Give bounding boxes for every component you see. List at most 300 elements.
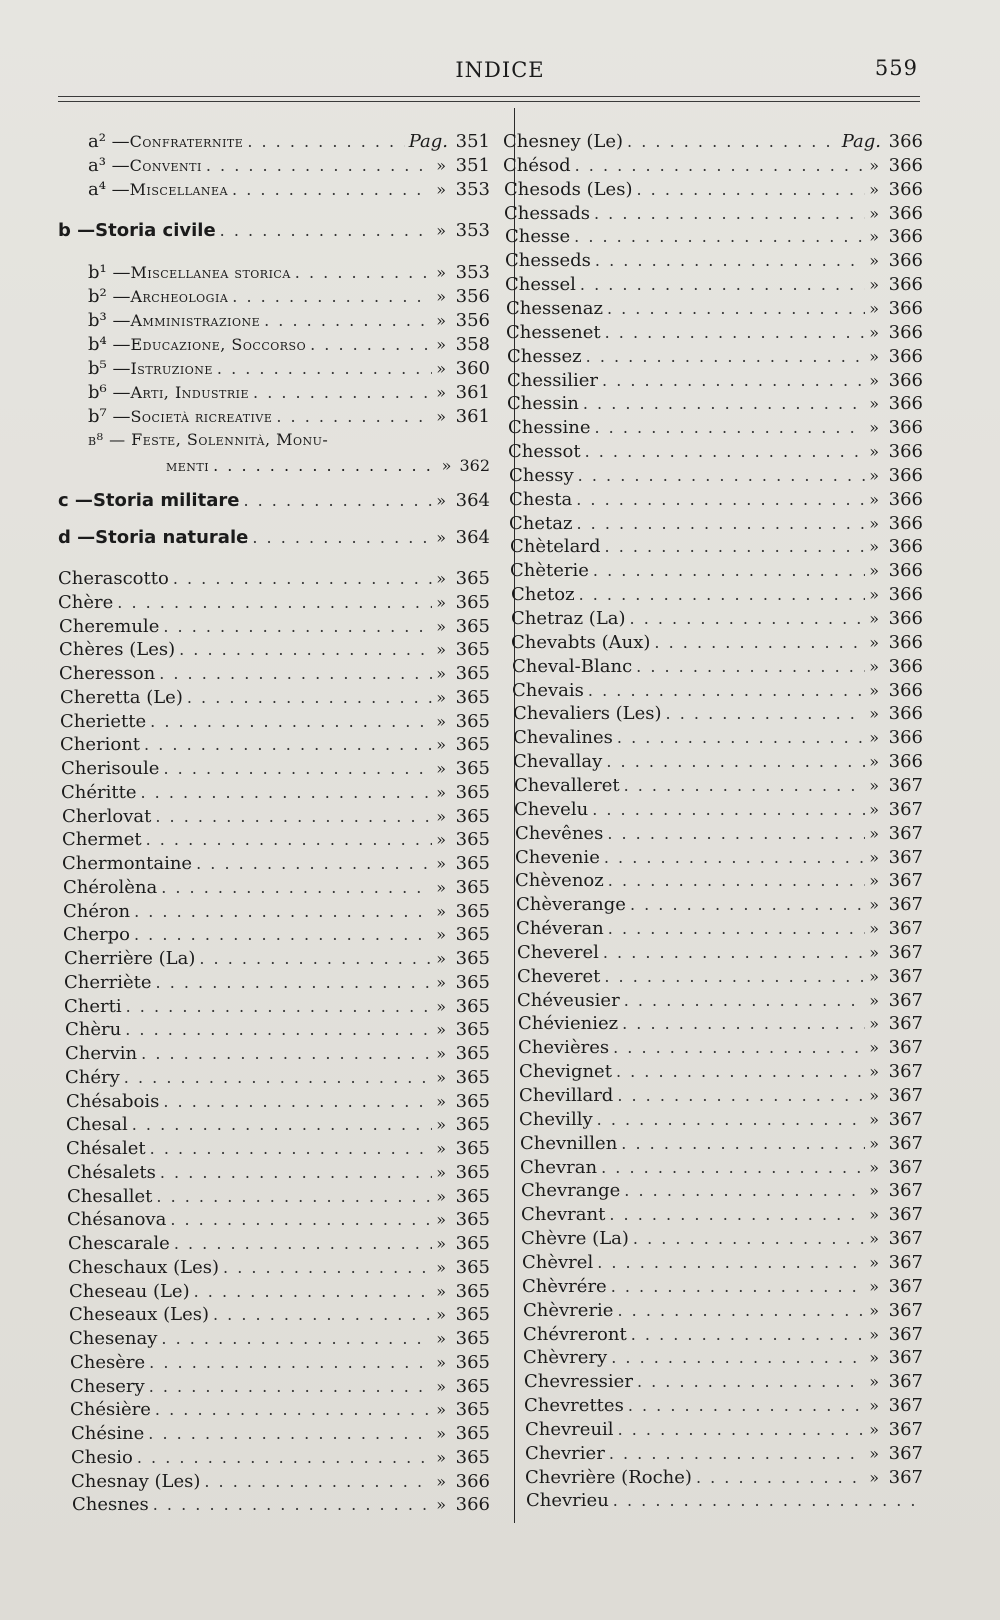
place-name: Chesère <box>70 1351 146 1373</box>
page-reference: 366 <box>888 226 923 248</box>
index-entry <box>69 1281 490 1305</box>
dot-leader <box>204 1472 432 1491</box>
dot-leader <box>194 1282 433 1301</box>
page-reference: 365 <box>455 710 490 732</box>
place-name: Cheresson <box>59 663 156 684</box>
place-name: Chéry <box>65 1066 120 1088</box>
page-reference: 367 <box>888 1037 923 1059</box>
dot-leader <box>160 1163 432 1182</box>
ditto-mark: » <box>869 823 879 843</box>
place-name: Cheschaux (Les) <box>68 1256 220 1278</box>
ditto-mark: » <box>436 263 446 282</box>
page-number: 559 <box>874 56 918 80</box>
ditto-mark: » <box>869 585 879 605</box>
index-entry <box>72 1494 490 1518</box>
place-name: Cheveret <box>517 965 601 987</box>
index-entry <box>88 310 490 334</box>
index-entry <box>516 918 923 942</box>
ditto-mark: » <box>869 251 879 271</box>
ditto-mark: » <box>436 1115 446 1135</box>
page-reference: 353 <box>455 220 490 241</box>
place-name: Chevrier <box>525 1442 605 1464</box>
dot-leader <box>232 180 432 199</box>
dot-leader <box>597 1110 866 1129</box>
ditto-mark: » <box>436 616 446 636</box>
dot-leader <box>622 1014 865 1033</box>
page-reference: 365 <box>455 853 490 874</box>
dot-leader <box>630 609 866 628</box>
dot-leader <box>163 759 432 778</box>
place-name: Chèvrel <box>522 1251 594 1273</box>
ditto-mark: » <box>869 799 879 819</box>
place-name: Chesenay <box>69 1328 158 1349</box>
page-reference: 365 <box>455 1066 490 1088</box>
page-reference: 365 <box>455 1233 490 1254</box>
dot-leader <box>608 919 865 938</box>
dot-leader <box>156 973 433 992</box>
index-entry <box>58 220 490 244</box>
page-reference: 367 <box>888 894 923 916</box>
index-entry <box>59 616 490 640</box>
index-entry <box>88 179 490 203</box>
index-entry <box>58 490 490 514</box>
dot-leader <box>141 783 433 802</box>
index-entry <box>62 853 490 877</box>
page-reference: 366 <box>888 536 923 558</box>
page-reference: 358 <box>455 334 490 355</box>
ditto-mark: » <box>869 871 879 891</box>
ditto-mark: » <box>441 456 452 475</box>
place-name: Chèvrery <box>523 1347 608 1369</box>
page-reference: 367 <box>888 798 923 820</box>
place-name: Chesio <box>71 1446 133 1468</box>
dot-leader <box>163 617 432 636</box>
ditto-mark: » <box>869 465 879 485</box>
page-reference: 365 <box>455 639 490 661</box>
index-entry <box>517 990 923 1014</box>
place-name: Cherpo <box>63 924 130 946</box>
dot-leader <box>161 1329 432 1348</box>
index-entry <box>515 823 923 847</box>
index-entry <box>88 131 490 155</box>
dot-leader <box>601 1158 865 1177</box>
dot-leader <box>576 490 865 509</box>
index-entry <box>523 1347 923 1371</box>
place-name: Chésabois <box>66 1090 160 1112</box>
page-reference: 366 <box>888 512 923 534</box>
page-reference: 356 <box>455 310 490 331</box>
entry-label: Arti, Industrie <box>130 383 250 402</box>
ditto-mark: » <box>869 966 879 986</box>
index-entry <box>70 1352 490 1376</box>
index-entry <box>507 393 923 417</box>
index-entry <box>70 1376 490 1400</box>
index-entry <box>504 179 923 203</box>
dot-leader <box>264 311 432 330</box>
ditto-mark: » <box>436 901 446 921</box>
place-name: Chevallay <box>513 751 603 773</box>
place-name: Chesery <box>70 1375 145 1397</box>
ditto-mark: » <box>869 298 879 318</box>
ditto-mark: » <box>436 1495 446 1515</box>
dot-leader <box>604 967 865 986</box>
page-reference: 360 <box>455 358 490 379</box>
index-entry <box>509 465 923 489</box>
page-reference: 367 <box>888 918 923 940</box>
index-entry <box>88 262 490 286</box>
ditto-mark: » <box>869 1372 879 1392</box>
dot-leader <box>618 1420 866 1439</box>
place-name: Chère <box>58 591 114 613</box>
index-entry <box>523 1300 923 1324</box>
page-reference: 365 <box>455 663 490 684</box>
place-name: Cherrière (La) <box>64 948 196 969</box>
entry-code: a³ — <box>88 155 130 176</box>
index-entry <box>508 417 923 441</box>
index-entry <box>88 406 490 430</box>
ditto-mark: » <box>436 830 446 850</box>
dot-leader <box>621 1134 865 1153</box>
ditto-mark: » <box>869 1086 879 1105</box>
dot-leader <box>605 323 866 342</box>
dot-leader <box>247 132 404 151</box>
page-reference: 367 <box>888 989 923 1011</box>
dot-leader <box>125 1020 432 1039</box>
ditto-mark: » <box>436 806 446 826</box>
dot-leader <box>148 1424 432 1443</box>
index-entry <box>522 1276 923 1300</box>
index-entry <box>517 966 923 990</box>
ditto-mark: » <box>869 1181 879 1201</box>
page-reference: 367 <box>888 1108 923 1130</box>
page-reference: 367 <box>888 941 923 963</box>
dot-leader <box>609 1444 865 1463</box>
dot-leader <box>627 132 838 151</box>
ditto-mark: » <box>436 1044 446 1063</box>
ditto-mark: » <box>436 1139 446 1158</box>
page-reference: 367 <box>888 1156 923 1178</box>
page-reference: 365 <box>455 1138 490 1159</box>
index-entry <box>59 639 490 663</box>
dot-leader <box>608 871 865 890</box>
ditto-mark: » <box>869 1038 879 1058</box>
page-reference: 367 <box>888 822 923 844</box>
entry-label: Amministrazione <box>130 311 261 330</box>
dot-leader <box>213 456 438 475</box>
dot-leader <box>593 561 865 580</box>
page-reference: 366 <box>888 178 923 200</box>
dot-leader <box>617 1301 865 1320</box>
page-reference: 365 <box>455 1090 490 1112</box>
ditto-mark: » <box>436 1210 446 1230</box>
place-name: Chessilier <box>507 369 599 391</box>
dot-leader <box>580 275 865 294</box>
page-reference: 365 <box>455 876 490 898</box>
index-entry <box>506 322 923 346</box>
ditto-mark: » <box>436 383 446 402</box>
page-reference: 361 <box>455 382 490 403</box>
page-reference: 366 <box>888 560 923 582</box>
ditto-mark: » <box>869 775 879 795</box>
page-reference: 365 <box>455 805 490 827</box>
dot-leader <box>579 585 866 604</box>
ditto-mark: » <box>436 735 446 755</box>
dot-leader <box>574 227 865 246</box>
page-reference: 366 <box>888 393 923 415</box>
entry-code: b² — <box>88 286 131 307</box>
ditto-mark: » <box>436 664 446 683</box>
section-code: c — <box>58 490 93 511</box>
place-name: Cheremule <box>59 615 160 637</box>
place-name: Cheretta (Le) <box>60 686 183 708</box>
dot-leader <box>588 681 865 700</box>
ditto-mark: » <box>436 1352 446 1372</box>
index-entry <box>65 1019 490 1043</box>
place-name: Chèvrére <box>522 1275 607 1297</box>
dot-leader <box>117 593 432 612</box>
index-entry <box>517 942 923 966</box>
page-reference: 366 <box>888 655 923 677</box>
place-name: Chevelu <box>514 798 589 820</box>
dot-leader <box>252 528 432 547</box>
index-entry <box>519 1085 923 1109</box>
index-entry <box>505 274 923 298</box>
ditto-mark: » <box>436 687 446 707</box>
ditto-mark: » <box>869 847 879 867</box>
index-entry <box>515 847 923 871</box>
pag-label: Pag. <box>408 131 448 152</box>
page-reference: 367 <box>888 846 923 868</box>
place-name: Chevrettes <box>524 1395 624 1417</box>
section-code: d — <box>58 527 96 548</box>
dot-leader <box>153 1495 432 1514</box>
ditto-mark: » <box>436 592 446 612</box>
entry-code: b⁷ — <box>88 406 131 427</box>
index-entry <box>64 972 490 996</box>
index-entry <box>58 568 490 592</box>
index-entry <box>67 1186 490 1210</box>
ditto-mark: » <box>869 942 879 962</box>
place-name: Chesta <box>509 488 573 510</box>
index-entry <box>514 775 923 799</box>
ditto-mark: » <box>436 1305 446 1325</box>
page-reference: 365 <box>455 1043 490 1064</box>
index-entry <box>69 1304 490 1328</box>
index-entry <box>62 806 490 830</box>
dot-leader <box>602 371 865 390</box>
dot-leader <box>636 657 865 676</box>
index-entry <box>518 1013 923 1037</box>
ditto-mark: » <box>436 1471 446 1491</box>
dot-leader <box>163 1092 432 1111</box>
entry-label: Archeologia <box>130 287 229 306</box>
page-reference: 365 <box>455 1019 490 1041</box>
page-reference: 365 <box>455 1161 490 1183</box>
index-entry <box>71 1447 490 1471</box>
page-reference: 365 <box>455 1280 490 1302</box>
page-reference: 366 <box>455 1494 490 1516</box>
ditto-mark: » <box>436 569 446 588</box>
page-reference: 365 <box>455 924 490 946</box>
index-entry <box>88 155 490 179</box>
ditto-mark: » <box>869 537 879 557</box>
entry-code: a⁴ — <box>88 179 130 200</box>
dot-leader <box>606 752 865 771</box>
page-reference: 365 <box>455 1304 490 1326</box>
ditto-mark: » <box>436 996 446 1016</box>
place-name: Chesseds <box>505 250 591 272</box>
header-rule-thin <box>58 101 920 102</box>
index-entry <box>512 680 923 704</box>
dot-leader <box>310 335 432 354</box>
place-name: Chermet <box>62 829 142 851</box>
index-entry <box>58 527 490 551</box>
ditto-mark: » <box>869 489 879 509</box>
ditto-mark: » <box>436 925 446 945</box>
dot-leader <box>636 180 865 199</box>
ditto-mark: » <box>436 1257 446 1277</box>
index-entry <box>505 250 923 274</box>
dot-leader <box>583 394 865 413</box>
place-name: Chètelard <box>510 536 601 558</box>
dot-leader <box>150 1139 433 1158</box>
place-name: Chessot <box>508 441 581 463</box>
page-reference: 366 <box>888 464 923 486</box>
ditto-mark: » <box>436 1400 446 1420</box>
index-entry <box>64 948 490 972</box>
page-reference: 365 <box>455 1351 490 1373</box>
entry-code: b⁴ — <box>88 334 131 355</box>
index-entry <box>70 1399 490 1423</box>
page-reference: 367 <box>888 1085 923 1106</box>
page-reference: 367 <box>888 870 923 892</box>
ditto-mark: » <box>869 990 879 1010</box>
dot-leader <box>170 1210 432 1229</box>
dot-leader <box>609 1205 865 1224</box>
ditto-mark: » <box>869 919 879 939</box>
place-name: Chevenie <box>515 846 600 868</box>
place-name: Chevalleret <box>514 774 620 796</box>
page-reference: 367 <box>888 1228 923 1250</box>
ditto-mark: » <box>869 704 879 724</box>
place-name: Chermontaine <box>62 853 193 874</box>
dot-leader <box>134 925 432 944</box>
place-name: Chessel <box>505 274 576 296</box>
index-entry <box>521 1228 923 1252</box>
page-reference: 365 <box>455 591 490 613</box>
place-name: Chéveran <box>516 918 604 940</box>
index-entry <box>62 829 490 853</box>
place-name: Chetaz <box>509 512 573 534</box>
page-reference: 367 <box>888 1323 923 1345</box>
ditto-mark: » <box>869 609 879 628</box>
dot-leader <box>637 1372 865 1391</box>
page-reference: 364 <box>455 490 490 511</box>
place-name: Cherisoule <box>61 758 160 779</box>
ditto-mark: » <box>436 877 446 897</box>
place-name: Chéveusier <box>517 989 620 1011</box>
index-entry <box>510 536 923 560</box>
dot-leader <box>594 204 865 223</box>
index-entry <box>505 226 923 250</box>
ditto-mark: » <box>869 1276 879 1296</box>
ditto-mark: » <box>436 1186 446 1206</box>
index-entry <box>511 632 923 656</box>
ditto-mark: » <box>869 155 879 175</box>
index-entry <box>60 687 490 711</box>
page-reference: 366 <box>888 608 923 629</box>
index-entry <box>65 1043 490 1067</box>
place-name: Chesney (Le) <box>503 131 624 152</box>
page-reference: 366 <box>888 274 923 296</box>
page-reference: 353 <box>455 179 490 200</box>
index-entry <box>521 1204 923 1228</box>
dot-leader <box>613 1491 919 1510</box>
ditto-mark: » <box>869 1252 879 1272</box>
place-name: Chésière <box>70 1399 151 1421</box>
place-name: Chèvre (La) <box>521 1228 629 1250</box>
place-name: Chetoz <box>511 584 575 606</box>
place-name: Chessenaz <box>506 297 603 319</box>
place-name: Chèvrerie <box>523 1299 614 1321</box>
section-code: b — <box>58 220 96 241</box>
ditto-mark: » <box>869 346 879 366</box>
index-entry <box>512 656 923 680</box>
entry-label: Conventi <box>129 156 202 175</box>
page-reference: 365 <box>455 1114 490 1136</box>
index-entry <box>511 608 923 632</box>
entry-code: b³ — <box>88 310 131 331</box>
page-reference: 365 <box>455 1399 490 1421</box>
place-name: Chèvenoz <box>515 870 604 892</box>
dot-leader <box>628 1396 865 1415</box>
index-entry <box>513 703 923 727</box>
page-reference: 362 <box>459 456 490 475</box>
ditto-mark: » <box>869 322 879 342</box>
ditto-mark: » <box>869 227 879 247</box>
ditto-mark: » <box>436 407 446 426</box>
place-name: Chevilly <box>519 1108 593 1130</box>
dot-leader <box>616 1062 865 1081</box>
index-entry <box>510 560 923 584</box>
page-reference: 365 <box>455 948 490 969</box>
dot-leader <box>666 704 866 723</box>
dot-leader <box>611 1277 866 1296</box>
dot-leader <box>141 1044 432 1063</box>
dot-leader <box>150 712 432 731</box>
place-name: Chevignet <box>519 1061 612 1083</box>
ditto-mark: » <box>436 180 446 199</box>
page-reference: 366 <box>455 1470 490 1492</box>
page-reference: 367 <box>888 1275 923 1297</box>
dot-leader <box>173 569 432 588</box>
ditto-mark: » <box>436 1162 446 1182</box>
index-entry <box>66 1091 490 1115</box>
ditto-mark: » <box>436 1020 446 1040</box>
index-entry <box>88 382 490 406</box>
place-name: Chevrange <box>521 1180 621 1202</box>
place-name: Chervin <box>65 1043 138 1064</box>
page-reference: 366 <box>888 679 923 701</box>
page-reference: 364 <box>455 527 490 548</box>
page-reference: 365 <box>455 1446 490 1468</box>
dot-leader <box>156 1187 432 1206</box>
dot-leader <box>578 466 866 485</box>
page-reference: 365 <box>455 758 490 779</box>
index-entry <box>503 131 923 155</box>
dot-leader <box>696 1468 865 1487</box>
dot-leader <box>179 640 432 659</box>
